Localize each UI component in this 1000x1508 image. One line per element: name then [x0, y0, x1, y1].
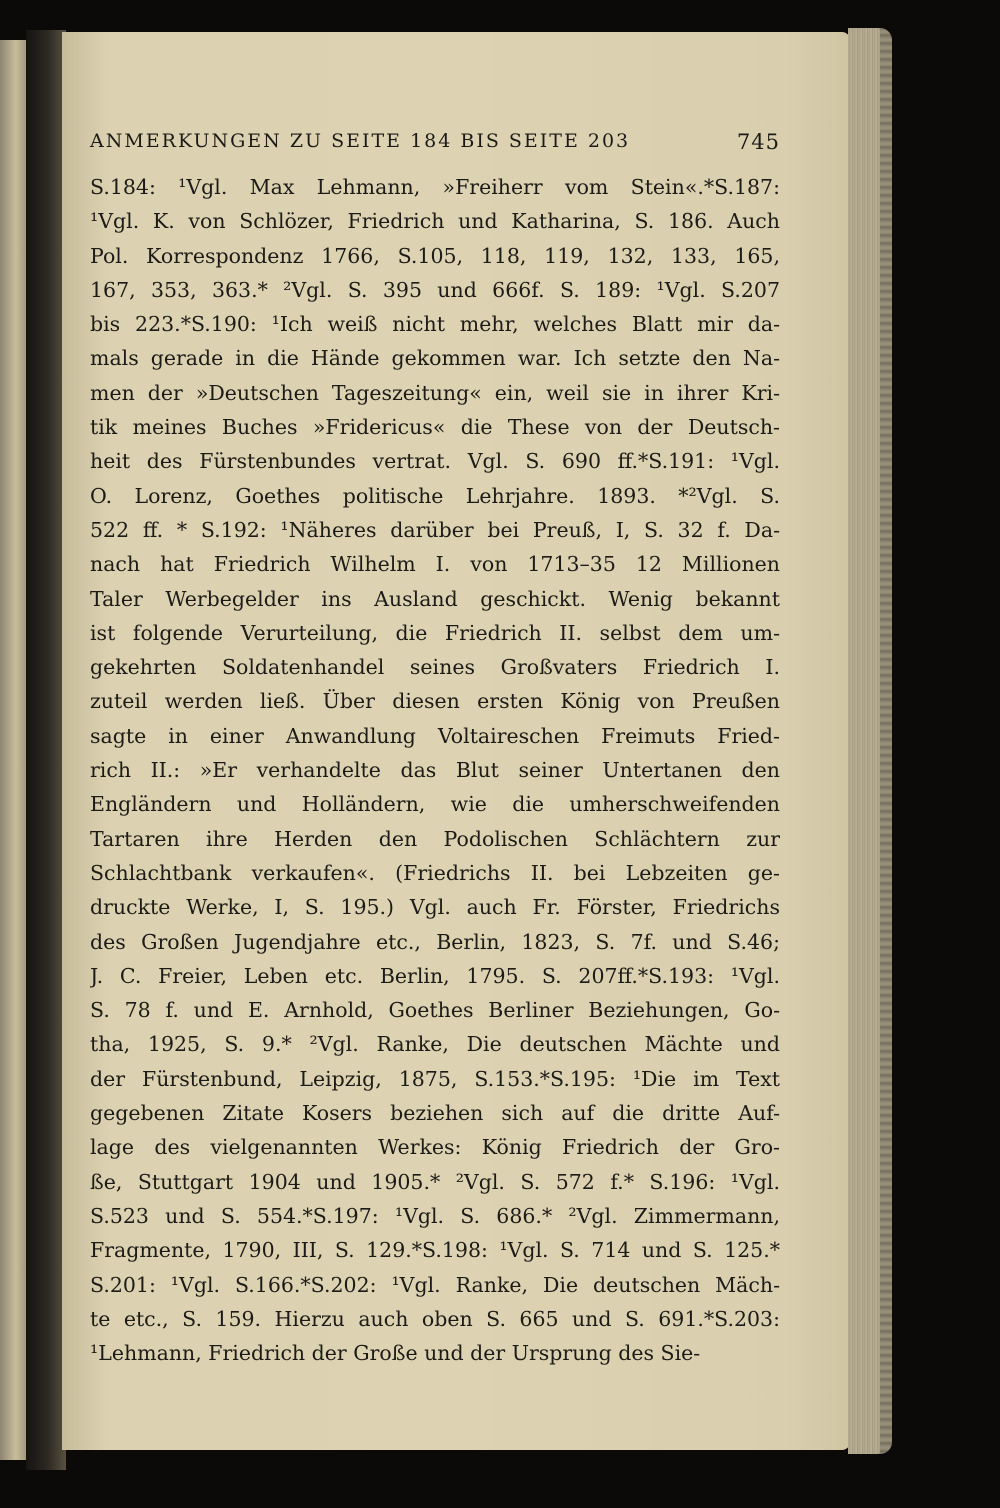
text-line: lage des vielgenannten Werkes: König Friedrich der Gro- [90, 1135, 780, 1160]
text-line: Pol. Korrespondenz 1766, S.105, 118, 119, 132, 133, 165, [90, 243, 780, 268]
text-line: men der »Deutschen Tageszeitung« ein, weil sie in ihrer Kri- [90, 380, 780, 405]
text-line: tha, 1925, S. 9.* ²Vgl. Ranke, Die deutschen Mächte und [90, 1032, 780, 1057]
text-line: ¹Lehmann, Friedrich der Große und der Ursprung des Sie- [90, 1341, 701, 1366]
text-line: der Fürstenbund, Leipzig, 1875, S.153.*S.195: ¹Die im Text [90, 1066, 780, 1091]
book-gutter [26, 30, 66, 1470]
notes-body [90, 170, 780, 1370]
text-line: rich II.: »Er verhandelte das Blut seiner Untertanen den [90, 758, 780, 783]
text-line: mals gerade in die Hände gekommen war. Ich setzte den Na- [90, 346, 780, 371]
text-line: sagte in einer Anwandlung Voltaireschen Freimuts Fried- [90, 723, 780, 748]
text-line: Tartaren ihre Herden den Podolischen Schlächtern zur [90, 826, 780, 851]
text-line: te etc., S. 159. Hierzu auch oben S. 665 und S. 691.*S.203: [90, 1306, 780, 1331]
text-line: Fragmente, 1790, III, S. 129.*S.198: ¹Vgl. S. 714 und S. 125.* [90, 1238, 780, 1263]
text-line: 522 ff. * S.192: ¹Näheres darüber bei Preuß, I, S. 32 f. Da- [90, 517, 780, 542]
text-line: Schlachtbank verkaufen«. (Friedrichs II. bei Lebzeiten ge- [90, 860, 780, 885]
text-line: tik meines Buches »Fridericus« die These von der Deutsch- [90, 415, 780, 440]
running-title: ANMERKUNGEN ZU SEITE 184 BIS SEITE 203 [90, 130, 631, 152]
text-line: S.184: ¹Vgl. Max Lehmann, »Freiherr vom Stein«.*S.187: [90, 175, 780, 199]
text-line: ist folgende Verurteilung, die Friedrich II. selbst dem um- [90, 620, 780, 645]
text-line: S. 78 f. und E. Arnhold, Goethes Berliner Beziehungen, Go- [90, 998, 780, 1023]
text-line: bis 223.*S.190: ¹Ich weiß nicht mehr, welches Blatt mir da- [90, 312, 780, 337]
text-line: nach hat Friedrich Wilhelm I. von 1713–35 12 Millionen [90, 552, 780, 577]
text-line: zuteil werden ließ. Über diesen ersten König von Preußen [90, 689, 780, 714]
text-line: druckte Werke, I, S. 195.) Vgl. auch Fr. Förster, Friedrichs [90, 895, 780, 920]
text-line: J. C. Freier, Leben etc. Berlin, 1795. S. 207ff.*S.193: ¹Vgl. [90, 963, 780, 988]
text-line: gegebenen Zitate Kosers beziehen sich auf die dritte Auf- [90, 1101, 780, 1126]
text-line: ße, Stuttgart 1904 und 1905.* ²Vgl. S. 572 f.* S.196: ¹Vgl. [90, 1169, 780, 1194]
text-line: ¹Vgl. K. von Schlözer, Friedrich und Katharina, S. 186. Auch [90, 209, 780, 234]
text-line: gekehrten Soldatenhandel seines Großvaters Friedrich I. [90, 655, 780, 680]
text-line: O. Lorenz, Goethes politische Lehrjahre. 1893. *²Vgl. S. [90, 483, 780, 508]
text-line: heit des Fürstenbundes vertrat. Vgl. S. 690 ff.*S.191: ¹Vgl. [90, 449, 780, 474]
text-line: des Großen Jugendjahre etc., Berlin, 1823, S. 7f. und S.46; [90, 929, 780, 954]
text-line: S.201: ¹Vgl. S.166.*S.202: ¹Vgl. Ranke, Die deutschen Mäch- [90, 1272, 780, 1297]
text-line: 167, 353, 363.* ²Vgl. S. 395 und 666f. S. 189: ¹Vgl. S.207 [90, 277, 780, 302]
text-line: S.523 und S. 554.*S.197: ¹Vgl. S. 686.* ²Vgl. Zimmermann, [90, 1203, 780, 1228]
page-stack-edge [848, 28, 892, 1454]
text-line: Taler Werbegelder ins Ausland geschickt. Wenig bekannt [90, 586, 780, 611]
left-page-edge [0, 40, 26, 1460]
page-number: 745 [736, 130, 780, 154]
text-line: Engländern und Holländern, wie die umherschweifenden [90, 792, 780, 817]
